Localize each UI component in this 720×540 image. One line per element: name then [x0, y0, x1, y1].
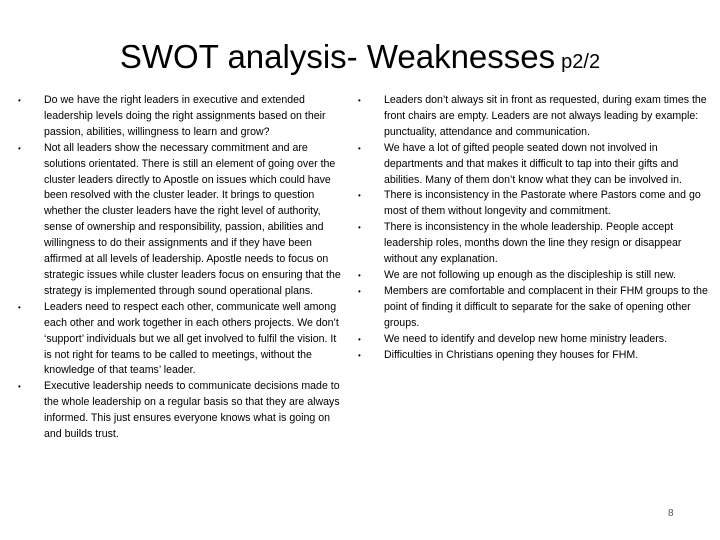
left-bullet-list	[14, 93, 344, 443]
list-item-text: We are not following up enough as the discipleship is still new.	[384, 268, 676, 281]
list-item	[354, 268, 710, 284]
list-item	[354, 220, 710, 268]
list-item	[354, 284, 710, 332]
bullet-icon: •	[358, 350, 361, 360]
list-item-text: Leaders need to respect each other, communicate well among each other and work together in each others projects. We don’t ‘support’ individuals but we all get involved to fulfil the vision. It is not right for teams to be called to meetings, without the knowledge of that teams’ leader.	[44, 300, 339, 377]
list-item-text: Leaders don’t always sit in front as requested, during exam times the front chairs are empty. Leaders are not always leading by example: punctuality, attendance and communication.	[384, 94, 707, 138]
list-item-text: Difficulties in Christians opening they houses for FHM.	[384, 348, 639, 361]
list-item	[14, 379, 344, 443]
bullet-icon: •	[358, 286, 361, 296]
bullet-icon: •	[18, 96, 21, 105]
bullet-icon: •	[358, 143, 361, 153]
list-item	[354, 348, 710, 364]
bullet-icon: •	[18, 302, 21, 312]
list-item	[14, 300, 344, 380]
bullet-icon: •	[18, 143, 21, 153]
list-item-text: Do we have the right leaders in executive and extended leadership levels doing the right assignments based on their passion, abilities, willingness to learn and grow?	[44, 94, 326, 138]
list-item	[354, 141, 710, 189]
bullet-icon: •	[18, 382, 21, 392]
bullet-icon: •	[358, 334, 361, 344]
list-item-text: Not all leaders show the necessary commitment and are solutions orientated. There is still an element of going over the cluster leaders directly to Apostle on issues which could have been resolved with the cluster leader. It brings to question whether the cluster leaders have the right level of authority, sense of ownership and responsibility, passion, abilities and willingness to do their assignments and if they have been affirmed at all levels of leadership. Apostle needs to focus on strategic issues while cluster leaders focus on ensuring that the strategy is implemented through sound operational plans.	[44, 141, 341, 297]
list-item	[354, 93, 710, 141]
list-item-text: There is inconsistency in the whole leadership. People accept leadership roles, months down the line they resign or disappear without any explanation.	[384, 221, 682, 266]
slide-title-text: SWOT analysis- Weaknesses	[119, 38, 556, 75]
list-item-text: Executive leadership needs to communicate decisions made to the whole leadership on a regular basis so that they are always informed. This just ensures everyone knows what is going on and builds trust.	[44, 380, 340, 441]
list-item	[354, 188, 710, 220]
list-item	[354, 332, 710, 348]
slide-title-suffix: p2/2	[561, 51, 601, 73]
right-bullet-list	[354, 93, 710, 363]
list-item-text: There is inconsistency in the Pastorate where Pastors come and go most of them without longevity and commitment.	[384, 189, 701, 218]
bullet-icon: •	[358, 223, 361, 233]
list-item-text: We need to identify and develop new home ministry leaders.	[384, 332, 668, 345]
list-item	[14, 141, 344, 300]
bullet-icon: •	[358, 191, 361, 201]
list-item-text: Members are comfortable and complacent in their FHM groups to the point of finding it difficult to separate for the sake of opening other groups.	[384, 284, 708, 329]
bullet-icon: •	[358, 96, 361, 105]
list-item	[14, 93, 344, 141]
bullet-icon: •	[358, 270, 361, 280]
slide-title	[0, 38, 720, 76]
list-item-text: We have a lot of gifted people seated down not involved in departments and that makes it difficult to tap into their gifts and abilities. Many of them don’t know what they can be involved in.	[384, 141, 682, 186]
page-number: 8	[668, 508, 674, 519]
